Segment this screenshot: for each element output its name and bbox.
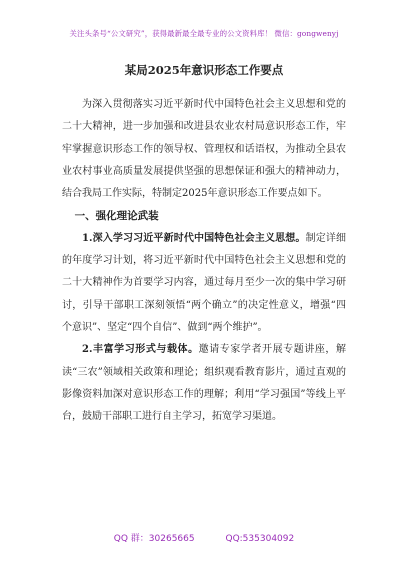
header-banner: 关注头条号“公文研究”，获得最新最全最专业的公文资料库！ 微信：gongwenyj bbox=[69, 29, 339, 38]
document-title: 某局2025年意识形态工作要点 bbox=[124, 63, 284, 77]
item-2-text: 邀请专家学者开展专题讲座，解读“三农”领域相关政策和理论；组织观看教育影片，通过直观的影像资料加深对意识形态工作的理解；利用“学习强国”等线上平台，鼓励干部职工进行自主学习，拓宽学习渠道。 bbox=[62, 344, 346, 423]
intro-paragraph: 为深入贯彻落实习近平新时代中国特色社会主义思想和党的二十大精神，进一步加强和改进县农业农村局意识形态工作，牢牢掌握意识形态工作的领导权、管理权和话语权，为推动全县农业农村事业高质量发展提供坚强的思想保证和强大的精神动力，结合我局工作实际，特制定2025年意识形态工作要点如下。 bbox=[62, 99, 346, 200]
section-heading: 一、强化理论武装 bbox=[74, 210, 159, 223]
item-2-lead: 2.丰富学习形式与载体。 bbox=[82, 344, 199, 356]
footer-qq-number: QQ:535304092 bbox=[225, 534, 295, 544]
document-body bbox=[62, 94, 346, 428]
item-1-lead: 1.深入学习习近平新时代中国特色社会主义思想。 bbox=[82, 232, 306, 244]
footer-contact bbox=[0, 531, 408, 544]
footer-qq-group: QQ 群：30265665 bbox=[113, 534, 195, 544]
item-1-paragraph bbox=[62, 228, 346, 339]
item-1-text: 制定详细的年度学习计划，将习近平新时代中国特色社会主义思想和党的二十大精神作为首要学习内容，通过每月至少一次的集中学习研讨，引导干部职工深刻领悟“两个确立”的决定性意义，增强“四个意识”、坚定“四个自信”、做到“两个维护”。 bbox=[62, 232, 346, 333]
item-2-paragraph bbox=[62, 339, 346, 428]
